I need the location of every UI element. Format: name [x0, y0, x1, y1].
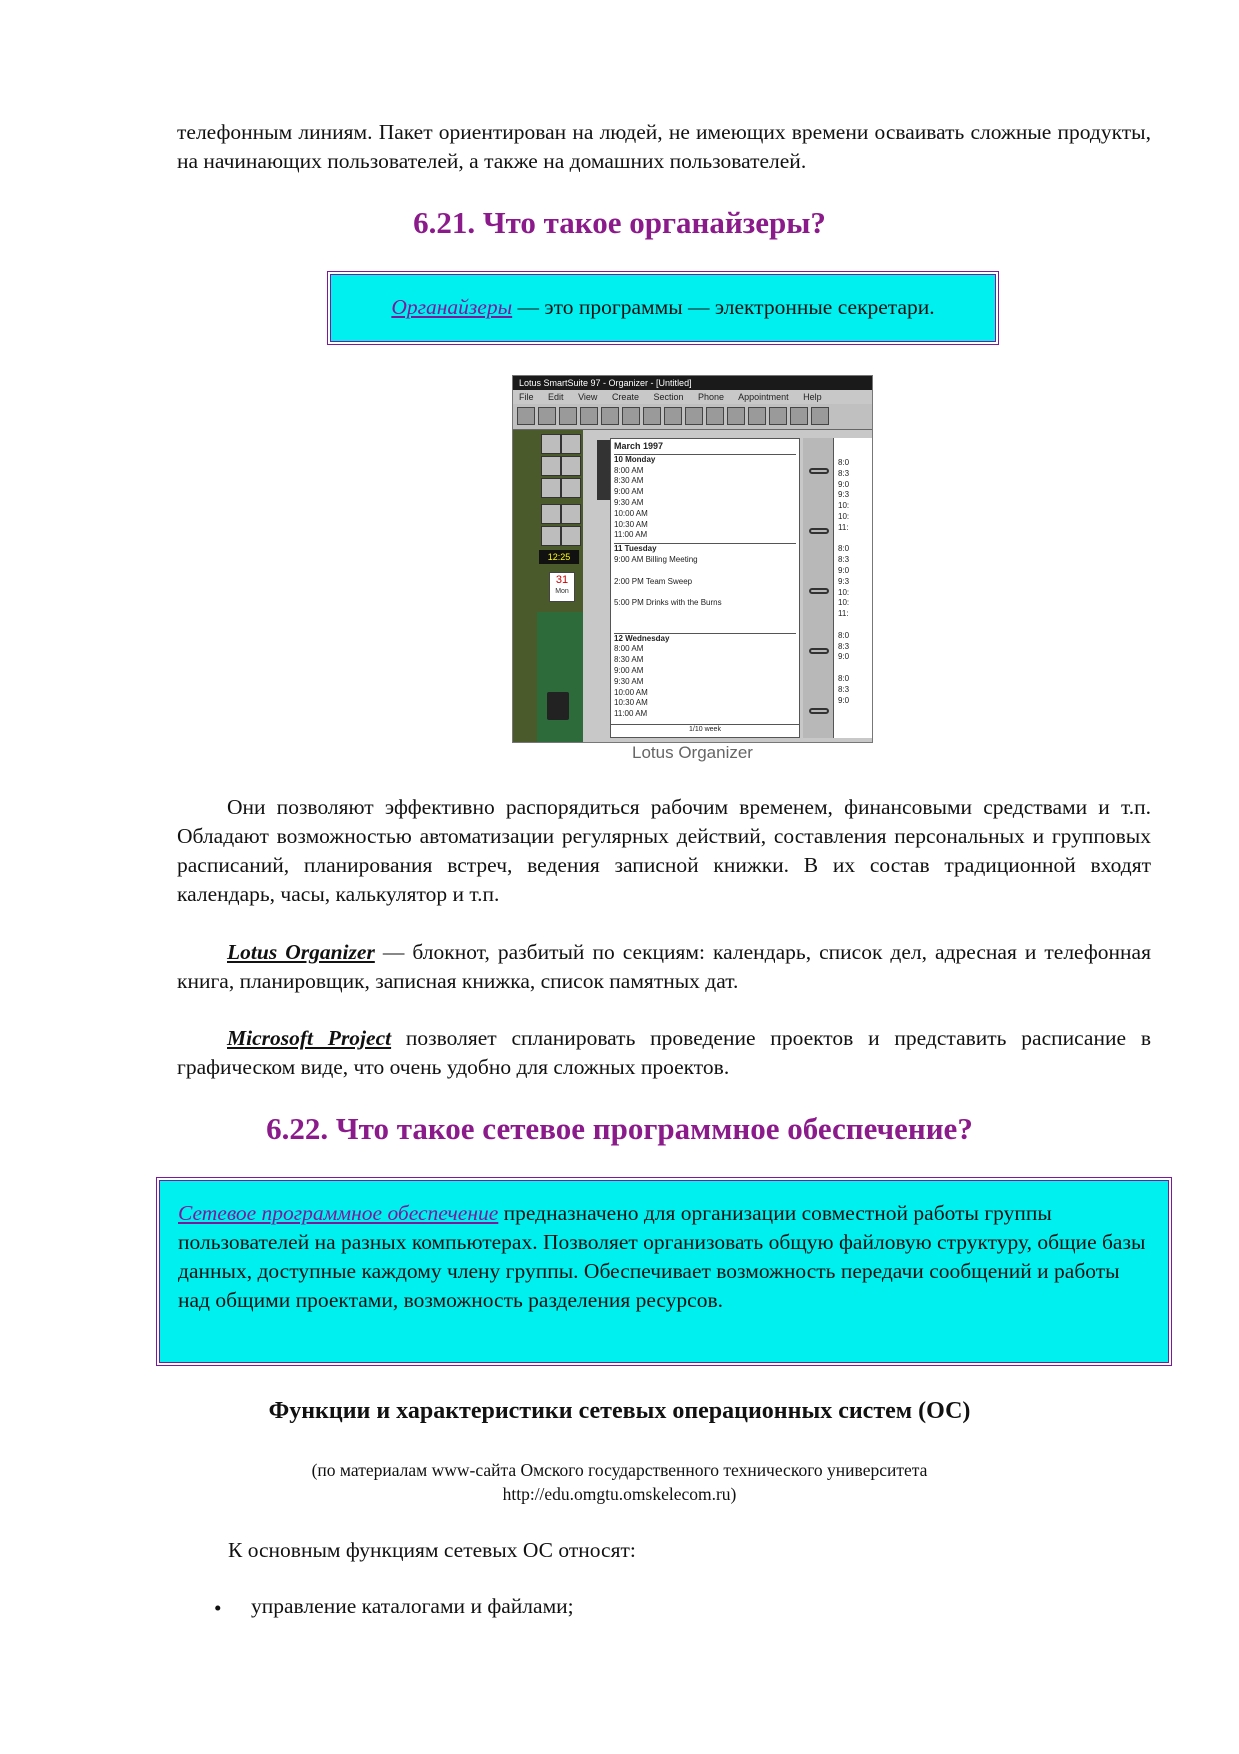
time-slot: 8:0: [838, 544, 850, 554]
calendar-day: 31: [555, 574, 569, 586]
time-slot: 8:0: [838, 458, 850, 467]
network-software-definition-text: предназначено для организации совместной работы группы пользователей на разных компьютерах. Позволяет организовать общую файловую структуру, общие базы данных, доступные каждому члену группы. Обеспечивает возможность передачи сообщений и работы над общими проектами, возможность разделения ресурсов.: [178, 1201, 1146, 1312]
tool-button: [561, 456, 581, 476]
toolbar-button: [538, 407, 556, 425]
calendar-month: Mon: [555, 588, 569, 595]
time-slot: 10:30 AM: [614, 519, 648, 529]
menu-help: Help: [803, 392, 822, 402]
time-slot: 9:00 AM: [614, 665, 644, 675]
toolbar-button: [517, 407, 535, 425]
month-header: March 1997: [614, 441, 664, 451]
organizers-definition-text: — это программы — электронные секретари.: [512, 295, 935, 319]
toolbar-button: [769, 407, 787, 425]
toolbar-button: [727, 407, 745, 425]
time-slot: 9:0: [838, 565, 850, 575]
time-slot: 10:: [838, 598, 850, 608]
figure-caption: Lotus Organizer: [632, 743, 753, 762]
time-slot: 8:3: [838, 468, 850, 478]
appointment: 9:00 AM Billing Meeting: [614, 554, 698, 564]
time-slot: [614, 609, 796, 620]
menu-file: File: [519, 392, 534, 402]
menu-bar: [513, 390, 872, 404]
tool-button: [561, 478, 581, 498]
menu-appointment: Appointment: [738, 392, 789, 402]
window-title: Lotus SmartSuite 97 - Organizer - [Untitled]: [513, 376, 872, 390]
organizer-page: [610, 438, 800, 738]
bullet-icon: •: [214, 1596, 222, 1620]
lotus-organizer-paragraph: [177, 938, 1151, 996]
lotus-organizer-screenshot: [512, 375, 873, 743]
toolbar-button: [664, 407, 682, 425]
tool-button: [541, 456, 561, 476]
network-os-subheading: Функции и характеристики сетевых операционных систем (ОС): [268, 1398, 971, 1424]
bullet-item: управление каталогами и файлами;: [251, 1594, 574, 1618]
ms-project-paragraph: [177, 1024, 1151, 1082]
network-software-definition-box: [156, 1177, 1172, 1366]
menu-view: View: [578, 392, 598, 402]
lotus-organizer-text: — блокнот, разбитый по секциям: календарь, список дел, адресная и телефонная книга, планировщик, записная книжка, список памятных дат.: [177, 940, 1151, 993]
menu-edit: Edit: [548, 392, 564, 402]
day-header: 12 Wednesday: [614, 633, 796, 645]
menu-phone: Phone: [698, 392, 725, 402]
menu-create: Create: [611, 392, 639, 402]
time-slot: 9:3: [838, 490, 850, 500]
tool-button: [541, 478, 561, 498]
ring-icon: [809, 708, 829, 714]
appointment: 5:00 PM Drinks with the Burns: [614, 598, 722, 608]
time-slot: 10:00 AM: [614, 687, 648, 697]
time-slot: 8:0: [838, 673, 850, 683]
time-slot: 11:00 AM: [614, 709, 648, 719]
organizers-term[interactable]: Органайзеры: [391, 295, 513, 319]
tool-button: [541, 504, 561, 524]
time-slot: 9:30 AM: [614, 676, 644, 686]
toolbar-button: [643, 407, 661, 425]
time-slot: 8:30 AM: [614, 476, 644, 486]
ring-icon: [809, 528, 829, 534]
time-slot: 8:00 AM: [614, 644, 644, 654]
day-header: 10 Monday: [614, 454, 796, 466]
functions-lead-in: К основным функциям сетевых ОС относят:: [228, 1538, 636, 1562]
toolbar-button: [559, 407, 577, 425]
clock-display: 12:25: [539, 550, 579, 564]
ring-icon: [809, 468, 829, 474]
toolbar-button: [580, 407, 598, 425]
right-page: [833, 438, 873, 738]
toolbar-button: [601, 407, 619, 425]
time-slot: [614, 566, 796, 577]
tool-button: [561, 434, 581, 454]
time-slot: 9:0: [838, 479, 850, 489]
time-slot: 10:00 AM: [614, 508, 648, 518]
time-slot: 8:00 AM: [614, 465, 644, 475]
page-footer: 1/10 week: [611, 724, 799, 736]
time-slot: 9:3: [838, 576, 850, 586]
time-slot: 11:: [838, 609, 849, 619]
intro-paragraph: телефонным линиям. Пакет ориентирован на людей, не имеющих времени осваивать сложные продукты, на начинающих пользователей, а также на домашних пользователей.: [177, 120, 1151, 173]
lotus-organizer-link[interactable]: Lotus Organizer: [227, 940, 375, 964]
time-slot: 9:00 AM: [614, 487, 644, 497]
time-slot: 10:: [838, 501, 850, 511]
time-slot: [838, 620, 873, 631]
toolbar-button: [748, 407, 766, 425]
toolbar: [513, 404, 872, 430]
appointment: 2:00 PM Team Sweep: [614, 576, 693, 586]
toolbar-button: [811, 407, 829, 425]
calendar-tab: [597, 440, 611, 500]
trash-panel: [537, 612, 583, 742]
time-slot: 10:30 AM: [614, 698, 648, 708]
toolbar-button: [685, 407, 703, 425]
time-slot: [614, 587, 796, 598]
ms-project-link[interactable]: Microsoft Project: [227, 1026, 392, 1050]
calendar-date-icon: [549, 572, 575, 602]
time-slot: 11:00 AM: [614, 530, 648, 540]
section-621-heading: 6.21. Что такое органайзеры?: [413, 205, 826, 240]
ring-icon: [809, 648, 829, 654]
ring-icon: [809, 588, 829, 594]
time-slot: 9:30 AM: [614, 497, 644, 507]
time-slot: 10:: [838, 511, 850, 521]
time-slot: 9:0: [838, 695, 850, 705]
source-note-line-2: http://edu.omgtu.omskelecom.ru): [502, 1484, 737, 1504]
time-slot: 8:0: [838, 630, 850, 640]
time-slot: 9:0: [838, 652, 850, 662]
network-software-term[interactable]: Сетевое программное обеспечение: [178, 1201, 499, 1225]
time-slot: 8:3: [838, 641, 850, 651]
source-note-line-1: (по материалам www-сайта Омского государственного технического университета: [311, 1460, 928, 1480]
toolbar-button: [790, 407, 808, 425]
time-slot: [838, 534, 873, 545]
tool-button: [541, 434, 561, 454]
menu-section: Section: [653, 392, 684, 402]
tool-button: [561, 504, 581, 524]
section-622-heading: 6.22. Что такое сетевое программное обеспечение?: [266, 1111, 973, 1146]
time-slot: 10:: [838, 587, 850, 597]
ms-project-text: позволяет спланировать проведение проектов и представить расписание в графическом виде, что очень удобно для сложных проектов.: [177, 1026, 1151, 1079]
tool-button: [541, 526, 561, 546]
organizers-definition-box: [327, 271, 999, 345]
tool-button: [561, 526, 581, 546]
time-slot: [838, 663, 873, 674]
day-header: 11 Tuesday: [614, 543, 796, 555]
time-slot: 8:3: [838, 555, 850, 565]
trash-icon: [547, 692, 569, 720]
toolbar-button: [706, 407, 724, 425]
time-slot: [614, 620, 796, 631]
time-slot: 11:: [838, 522, 849, 532]
binder-rings: [803, 438, 833, 738]
organizers-paragraph: Они позволяют эффективно распорядиться рабочим временем, финансовыми средствами и т.п. Обладают возможностью автоматизации регулярных действий, составления персональных и групповых расписаний, планирования встреч, ведения записной книжки. В их состав традиционной входят календарь, часы, калькулятор и т.п.: [177, 795, 1151, 906]
time-slot: 8:30 AM: [614, 655, 644, 665]
time-slot: 8:3: [838, 684, 850, 694]
toolbar-button: [622, 407, 640, 425]
